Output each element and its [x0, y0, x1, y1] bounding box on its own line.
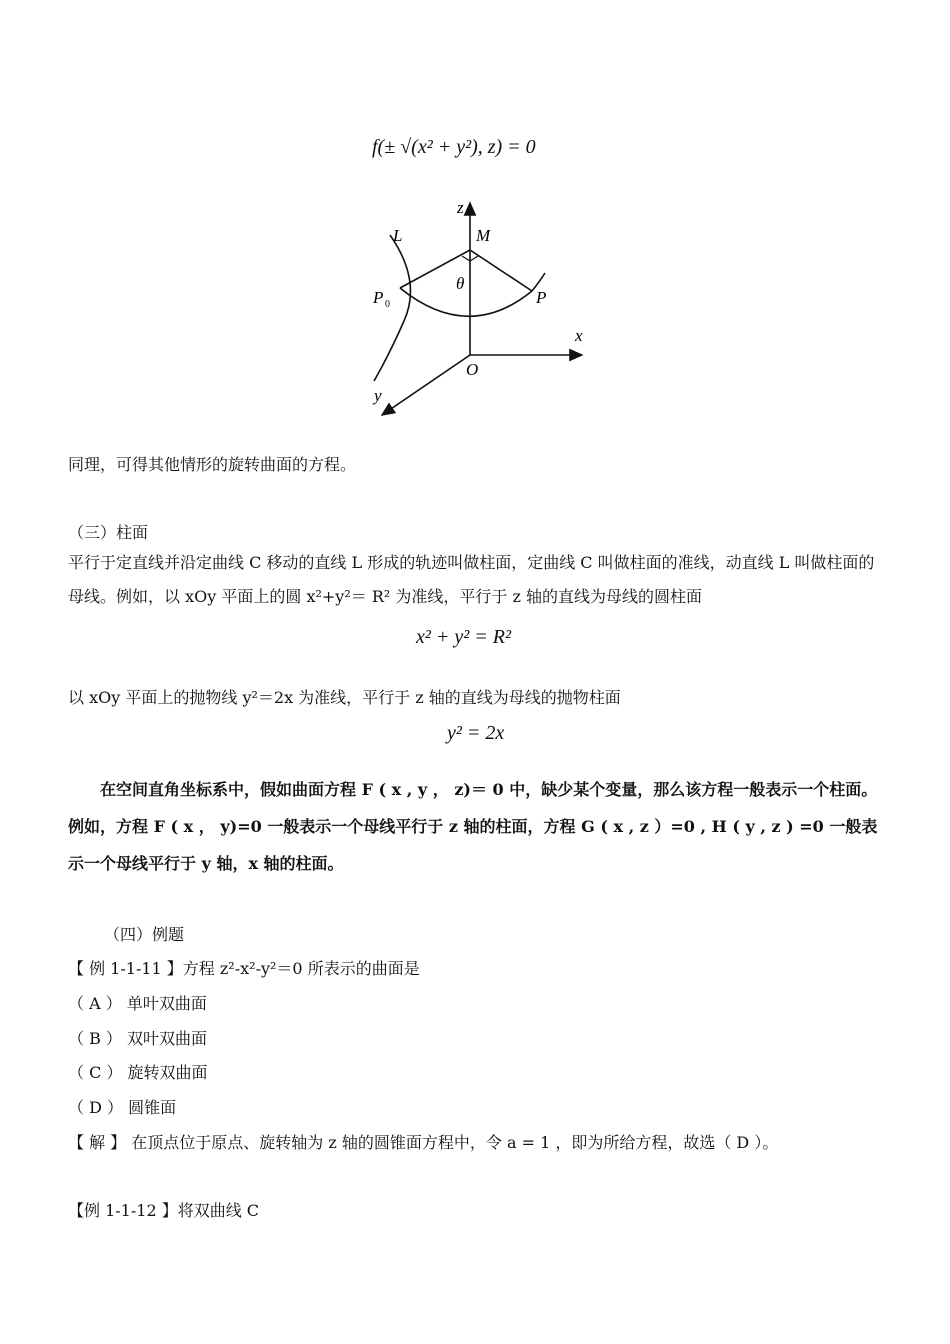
paragraph-similar: 同理，可得其他情形的旋转曲面的方程。 [68, 455, 357, 474]
label-M: M [476, 226, 491, 245]
option-c: （ C ） 旋转双曲面 [68, 1063, 208, 1082]
formula-rotation-surface: f(± √(x² + y²), z) = 0 [372, 136, 536, 158]
formula-circular-cylinder: x² + y² = R² [416, 626, 511, 648]
example-1-1-11-question: 【 例 1-1-11 】方程 z²-x²-y²＝0 所表示的曲面是 [68, 959, 420, 978]
segment-M-P [470, 250, 532, 291]
label-P0: P [373, 288, 384, 307]
example-1-1-12: 【例 1-1-12 】将双曲线 C [68, 1201, 260, 1220]
label-theta: θ [456, 274, 465, 293]
section4-heading: （四）例题 [104, 925, 185, 944]
rotation-surface-figure [360, 193, 600, 423]
rotation-arc [400, 288, 532, 316]
cylinder-definition: 平行于定直线并沿定曲线 C 移动的直线 L 形成的轨迹叫做柱面，定曲线 C 叫做柱面的准线，动直线 L 叫做柱面的母线。例如，以 xOy 平面上的圆 x²+y²＝ R² 为准线，平行于 z 轴的直线为母线的圆柱面 [68, 553, 875, 606]
option-b: （ B ） 双叶双曲面 [68, 1029, 208, 1048]
example-1-1-11-solution: 【 解 】 在顶点位于原点、旋转轴为 z 轴的圆锥面方程中，令 a = 1 ，即为所给方程，故选（ D ）。 [68, 1133, 779, 1152]
cylinder-equation-note: 在空间直角坐标系中，假如曲面方程 F ( x , y ， z)＝ 0 中，缺少某个变量，那么该方程一般表示一个柱面。例如，方程 F ( x ， y)=0 一般表示一个母线平行于 z 轴的柱面，方程 G ( x , z ）=0 , H ( y , z ) =0 一般表示一个母线平行于 y 轴，x 轴的柱面。 [68, 780, 878, 873]
curve-L [374, 235, 410, 381]
label-y: y [374, 386, 382, 405]
label-x: x [575, 326, 583, 345]
option-a: （ A ） 单叶双曲面 [68, 994, 207, 1013]
label-z: z [457, 198, 464, 217]
y-axis [382, 355, 470, 415]
parabolic-cylinder-text: 以 xOy 平面上的抛物线 y²＝2x 为准线，平行于 z 轴的直线为母线的抛物柱面 [68, 688, 621, 707]
label-O: O [466, 360, 479, 379]
label-L: L [393, 226, 403, 245]
formula-parabolic-cylinder: y² = 2x [447, 722, 505, 744]
label-P: P [536, 288, 547, 307]
label-P0-subscript: 0 [385, 299, 390, 310]
option-d: （ D ） 圆锥面 [68, 1098, 177, 1117]
section3-heading: （三）柱面 [68, 523, 149, 542]
